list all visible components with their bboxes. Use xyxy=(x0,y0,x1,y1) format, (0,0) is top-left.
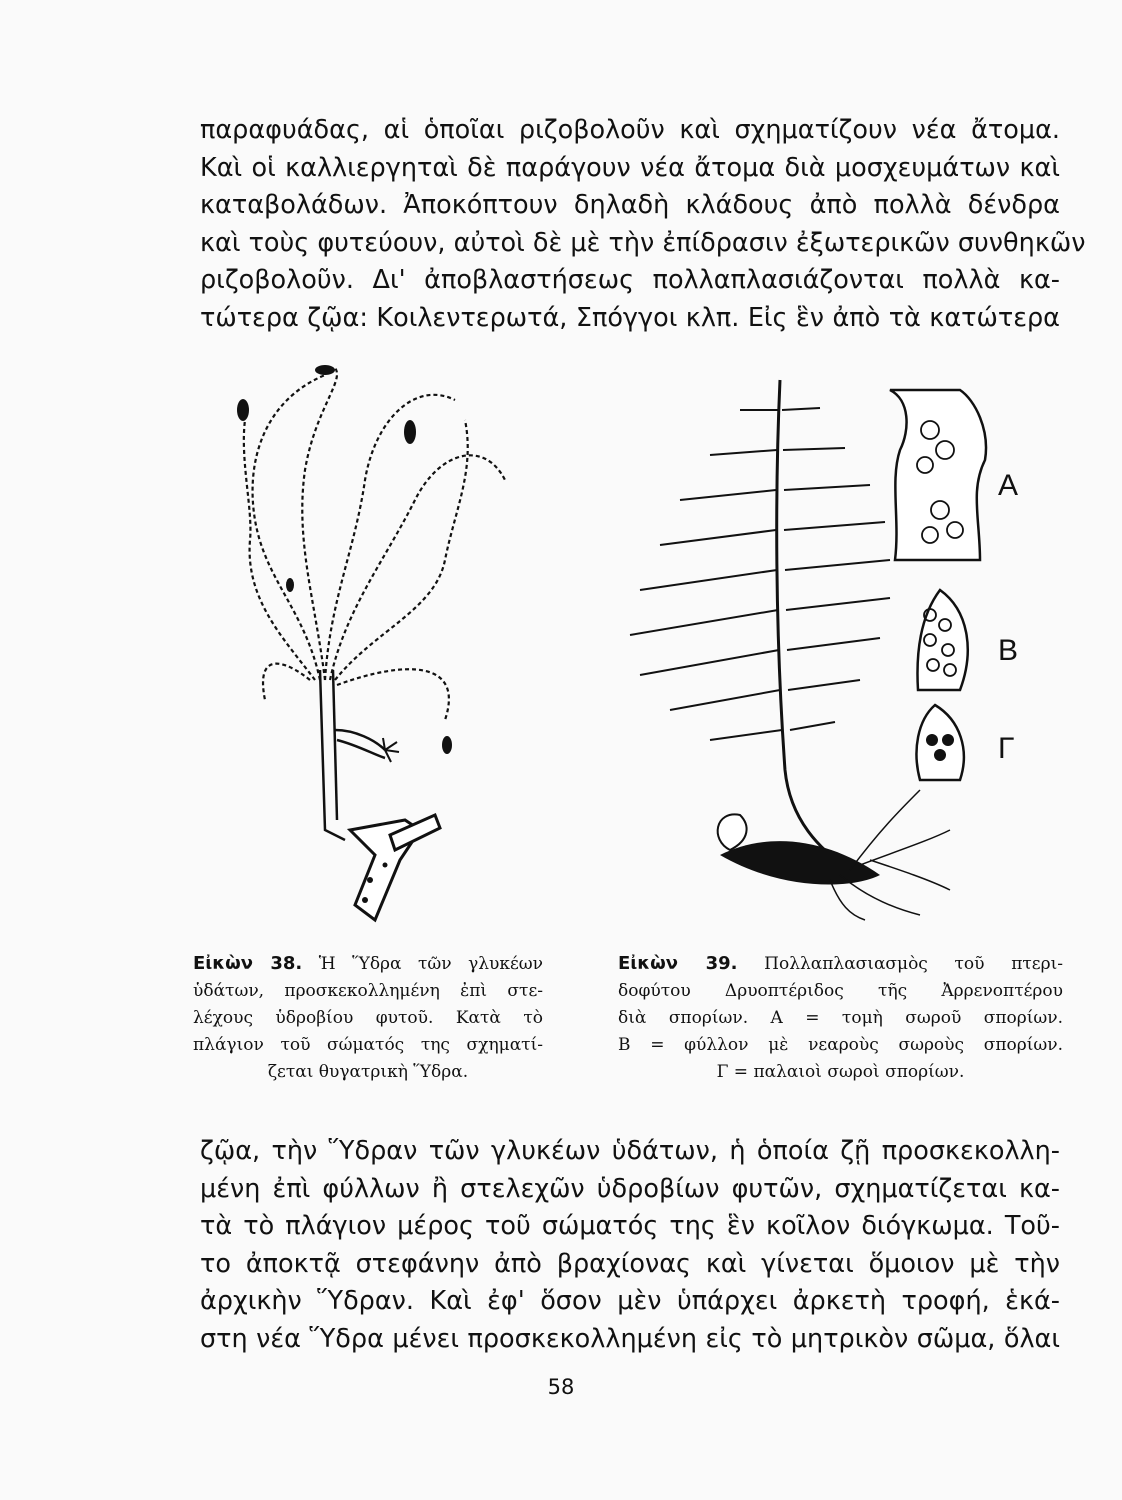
text-line: ριζοβολοῦν. Δι' ἀποβλαστήσεως πολλαπλασιάζονται πολλὰ κα- xyxy=(200,265,1060,295)
text-line: Καὶ οἱ καλλιεργηταὶ δὲ παράγουν νέα ἄτομα διὰ μοσχευμάτων καὶ xyxy=(200,152,1060,183)
caption-text: διὰ σπορίων. Α = τομὴ σωροῦ σπορίων. xyxy=(618,1008,1063,1028)
caption-text: λέχους ὑδροβίου φυτοῦ. Κατὰ τὸ xyxy=(193,1008,543,1028)
caption-text: δοφύτου Δρυοπτέριδος τῆς Ἀρρενοπτέρου xyxy=(618,981,1063,1001)
figure-38-caption xyxy=(193,950,543,1086)
caption-text: Γ = παλαιοὶ σωροὶ σπορίων. xyxy=(716,1062,965,1082)
text-line: στη νέα Ὕδρα μένει προσκεκολλημένη εἰς τὸ μητρικὸν σῶμα, ὅλαι xyxy=(200,1323,1060,1354)
text-line: καταβολάδων. Ἀποκόπτουν δηλαδὴ κλάδους ἀπὸ πολλὰ δένδρα xyxy=(200,190,1060,220)
caption-text: ὑδάτων, προσκεκολλημένη ἐπὶ στε- xyxy=(193,981,543,1001)
bottom-paragraph xyxy=(200,1133,1060,1358)
figure-38-label: Εἰκὼν 38. xyxy=(193,953,303,974)
panel-label-c: Γ xyxy=(998,732,1015,765)
panel-label-b: B xyxy=(998,634,1019,667)
caption-text: πλάγιον τοῦ σώματός της σχηματί- xyxy=(193,1035,543,1055)
top-paragraph xyxy=(200,112,1086,337)
caption-text: ζεται θυγατρικὴ Ὕδρα. xyxy=(267,1062,469,1082)
caption-text: Ἡ Ὕδρα τῶν γλυκέων xyxy=(318,954,543,974)
text-line: τώτερα ζῷα: Κοιλεντερωτά, Σπόγγοι κλπ. Εἰς ἓν ἀπὸ τὰ κατώτερα xyxy=(200,302,1060,333)
figure-39-label: Εἰκὼν 39. xyxy=(618,953,738,974)
fern-illustration xyxy=(600,370,1060,925)
panel-label-a: A xyxy=(998,469,1019,502)
text-line: ἀρχικὴν Ὕδραν. Καὶ ἐφ' ὅσον μὲν ὑπάρχει ἀρκετὴ τροφή, ἑκά- xyxy=(200,1286,1060,1316)
figure-39-caption xyxy=(618,950,1063,1086)
text-line: το ἀποκτᾷ στεφάνην ἀπὸ βραχίονας καὶ γίνεται ὅμοιον μὲ τὴν xyxy=(200,1248,1060,1279)
text-line: ζῷα, τὴν Ὕδραν τῶν γλυκέων ὑδάτων, ἡ ὁποία ζῇ προσκεκολλη- xyxy=(200,1136,1060,1166)
text-line: μένη ἐπὶ φύλλων ἢ στελεχῶν ὑδροβίων φυτῶν, σχηματίζεται κα- xyxy=(200,1173,1060,1204)
caption-text: Πολλαπλασιασμὸς τοῦ πτερι- xyxy=(764,954,1063,974)
text-line: παραφυάδας, αἱ ὁποῖαι ριζοβολοῦν καὶ σχηματίζουν νέα ἄτομα. xyxy=(200,115,1060,145)
caption-text: Β = φύλλον μὲ νεαροὺς σωροὺς σπορίων. xyxy=(618,1035,1063,1055)
hydra-illustration xyxy=(225,360,540,940)
page-number: 58 xyxy=(547,1375,575,1399)
text-line: τὰ τὸ πλάγιον μέρος τοῦ σώματός της ἓν κοῖλον διόγκωμα. Τοῦ- xyxy=(200,1211,1060,1241)
text-line: καὶ τοὺς φυτεύουν, αὐτοὶ δὲ μὲ τὴν ἐπίδρασιν ἐξωτερικῶν συνθηκῶν xyxy=(200,227,1086,258)
